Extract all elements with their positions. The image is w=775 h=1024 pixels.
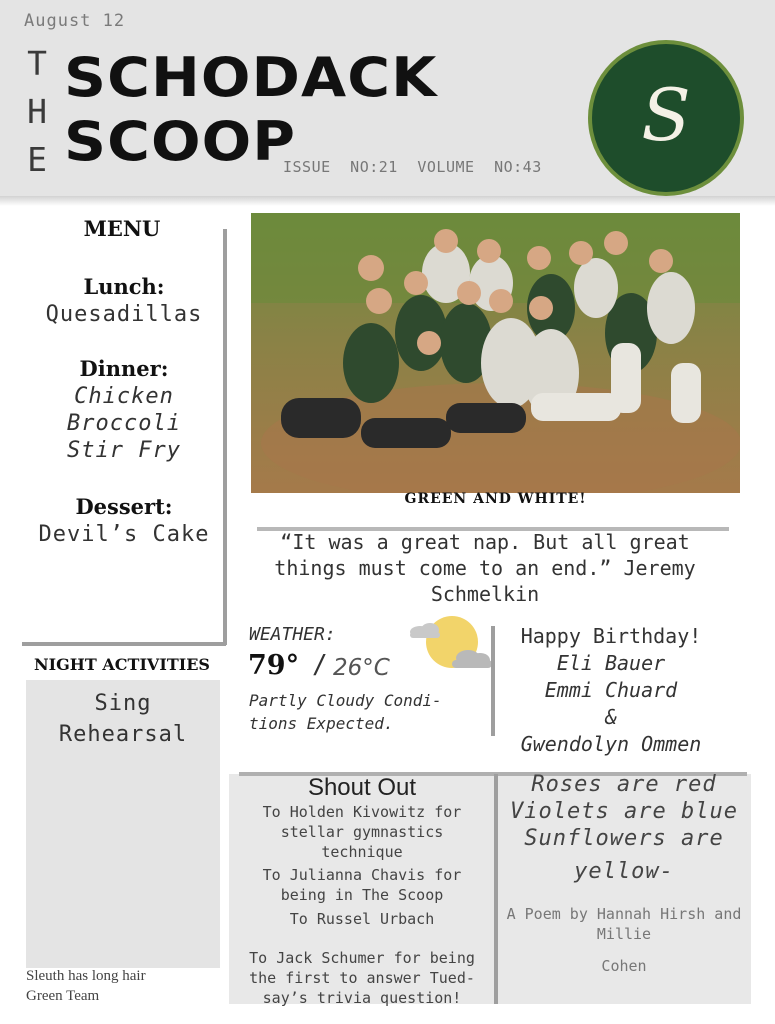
poem-credit-line: A Poem by Hannah Hirsh and (506, 905, 742, 923)
birthday-name: Eli Bauer (556, 651, 666, 675)
the-letter: E (27, 140, 47, 179)
partly-cloudy-icon (408, 614, 492, 674)
camp-logo (586, 38, 746, 198)
birthday-title: Happy Birthday! (520, 624, 702, 648)
weather-label: WEATHER: (249, 624, 336, 645)
birthday-ampersand: & (604, 705, 618, 729)
shout-out-item (233, 865, 491, 905)
dessert-label: Dessert: (75, 494, 173, 519)
sleuth-clue: Sleuth has long hair (26, 968, 146, 984)
issue-volume (283, 158, 542, 176)
shout-out-item (233, 948, 491, 1008)
shout-out-item (233, 909, 491, 929)
shout-out-line: To Jack Schumer for being (249, 949, 475, 967)
poem-line: yellow- (574, 859, 674, 884)
shout-out-line: To Julianna Chavis for (262, 866, 462, 884)
shout-out-line: say’s trivia question! (262, 989, 462, 1007)
shout-out-item (233, 802, 491, 862)
photo-caption: GREEN AND WHITE! (404, 491, 587, 507)
shout-out-line: the first to answer Tued- (249, 969, 475, 987)
quote-line: “It was a great nap. But all great (280, 530, 690, 554)
shout-out-title: Shout Out (307, 774, 417, 801)
birthday-name: Gwendolyn Ommen (520, 732, 702, 756)
quote-line: things must come to an end.” Jeremy (274, 556, 696, 580)
poem-line: Violets are blue (510, 799, 738, 824)
shout-out-line: being in The Scoop (280, 886, 444, 904)
poem-credit-line: Millie (596, 925, 652, 943)
menu-divider-vertical (223, 229, 227, 645)
weather-description (249, 689, 489, 735)
sleuth-clue: Green Team (26, 988, 100, 1004)
night-activity-item: Sing (94, 691, 152, 716)
dinner-label: Dinner: (79, 356, 169, 381)
the-letter: H (27, 92, 47, 131)
temperature-separator: / (312, 650, 328, 680)
poem-line: Roses are red (531, 772, 717, 797)
quote-line: Schmelkin (430, 582, 540, 606)
dinner-item: Stir Fry (67, 438, 181, 463)
temperature-fahrenheit: 79° (248, 650, 300, 681)
shout-out-line: To Holden Kivowitz for (262, 803, 462, 821)
night-activity-item: Rehearsal (58, 722, 188, 747)
dinner-item: Broccoli (67, 411, 181, 436)
night-activities-list (26, 688, 220, 750)
logo-letter: S (641, 73, 691, 157)
lunch-item: Quesadillas (45, 302, 203, 327)
the-letter: T (27, 44, 47, 83)
title-line-2: SCOOP (64, 110, 297, 173)
lunch-label: Lunch: (83, 274, 165, 299)
title-line-1: SCHODACK (64, 46, 438, 109)
dessert-item: Devil’s Cake (38, 522, 210, 547)
the-vertical-text (24, 40, 50, 184)
night-activities-title: NIGHT ACTIVITIES (34, 655, 210, 674)
shout-out-line: To Russel Urbach (289, 910, 435, 928)
poem-credit (497, 904, 751, 944)
weather-divider (491, 626, 495, 736)
shout-out-line: stellar gymnastics (280, 823, 444, 841)
issue-date: August 12 (24, 11, 126, 31)
poem-line: Sunflowers are (524, 826, 724, 851)
weather-description-line: Partly Cloudy Condi- (249, 691, 442, 710)
weather-description-line: tions Expected. (249, 714, 394, 733)
shout-out-line: technique (321, 843, 403, 861)
temperature-celsius: 26°C (333, 655, 390, 681)
menu-divider-horizontal (22, 642, 226, 646)
group-photo (251, 213, 740, 493)
poem-credit-last: Cohen (601, 957, 647, 975)
menu-title: MENU (83, 216, 161, 241)
birthday-name: Emmi Chuard (544, 678, 678, 702)
dinner-item: Chicken (74, 384, 174, 409)
quote-block (252, 529, 718, 607)
volume-number: VOLUME NO:43 (417, 158, 542, 176)
issue-number: ISSUE NO:21 (283, 158, 398, 176)
